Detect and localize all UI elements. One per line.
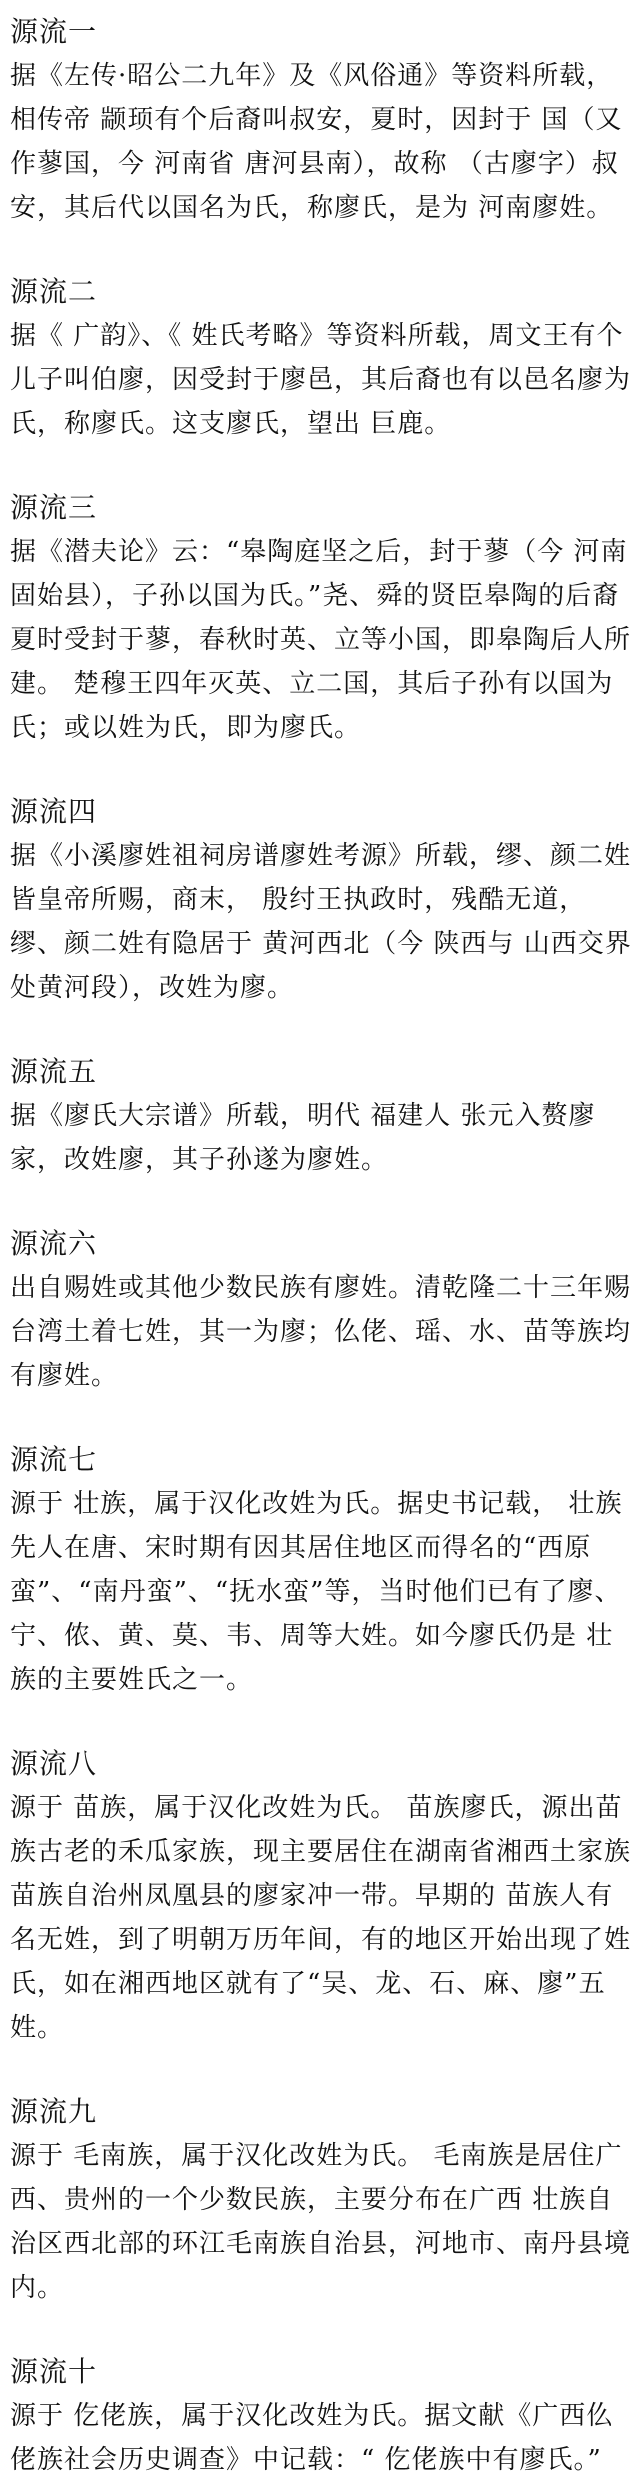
section-heading: 源流五 <box>10 1055 98 1088</box>
section-heading: 源流三 <box>10 491 98 524</box>
section-body: 据《小溪廖姓祖祠房谱廖姓考源》所载，缪、颜二姓皆皇帝所赐，商末， 殷纣王执政时，残酷无道，缪、颜二姓有隐居于 黄河西北（今 陕西与 山西交界处黄河段），改姓为廖。 <box>10 841 632 1003</box>
origin-section-9 <box>10 2090 632 2310</box>
origin-section-5 <box>10 1050 632 1182</box>
origin-section-6 <box>10 1222 640 1398</box>
section-heading: 源流七 <box>10 1443 98 1476</box>
section-heading: 源流二 <box>10 275 98 308</box>
section-heading: 源流八 <box>10 1747 98 1780</box>
origin-section-7 <box>10 1438 632 1702</box>
origin-section-1 <box>10 10 632 230</box>
section-heading: 源流六 <box>10 1227 98 1260</box>
section-heading: 源流九 <box>10 2095 98 2128</box>
origin-section-4 <box>10 790 632 1010</box>
section-body: 出自赐姓或其他少数民族有廖姓。清乾隆二十三年赐 台湾土着七姓，其一为廖；仫佬、瑶、水、苗等族均有廖姓。 <box>10 1273 640 1391</box>
section-body: 源于 壮族，属于汉化改姓为氏。据史书记载， 壮族先人在唐、宋时期有因其居住地区而得名的“西原蛮”、“南丹蛮”、“抚水蛮”等，当时他们已有了廖、宁、侬、黄、莫、韦、周等大姓。如今廖氏仍是 壮族的主要姓氏之一。 <box>10 1489 623 1695</box>
section-heading: 源流十 <box>10 2355 98 2388</box>
section-body: 据《左传·昭公二九年》及《风俗通》等资料所载，相传帝 颛顼有个后裔叫叔安，夏时，因封于 国（又作蓼国，今 河南省 唐河县南），故称 （古廖字）叔安，其后代以国名为氏，称廖氏，是为 河南廖姓。 <box>10 61 623 223</box>
section-body: 据《廖氏大宗谱》所载，明代 福建人 张元入赘廖家，改姓廖，其子孙遂为廖姓。 <box>10 1101 596 1175</box>
origin-section-3 <box>10 486 637 750</box>
section-body: 源于 苗族，属于汉化改姓为氏。 苗族廖氏，源出苗族古老的禾瓜家族，现主要居住在湖南省湘西土家族苗族自治州凤凰县的廖家冲一带。早期的 苗族人有名无姓，到了明朝万历年间，有的地区开始出现了姓氏，如在湘西地区就有了“吴、龙、石、麻、廖”五姓。 <box>10 1793 632 2043</box>
origin-section-10 <box>10 2350 632 2482</box>
section-body: 源于 毛南族，属于汉化改姓为氏。 毛南族是居住广西、贵州的一个少数民族，主要分布在广西 壮族自治区西北部的环江毛南族自治县，河地市、南丹县境内。 <box>10 2141 632 2303</box>
section-body: 据《潜夫论》云：“皋陶庭坚之后，封于蓼（今 河南 固始县），子孙以国为氏。”尧、舜的贤臣皋陶的后裔夏时受封于蓼，春秋时英、立等小国，即皋陶后人所建。 楚穆王四年灭英、立二国，其后子孙有以国为氏；或以姓为氏，即为廖氏。 <box>10 537 637 743</box>
section-body: 源于 仡佬族，属于汉化改姓为氏。据文献《广西仫佬族社会历史调查》中记载：“ 仡佬族中有廖氏。” <box>10 2401 614 2475</box>
origin-section-8 <box>10 1742 632 2050</box>
section-heading: 源流一 <box>10 15 98 48</box>
section-body: 据《 广韵》、《 姓氏考略》等资料所载，周文王有个儿子叫伯廖，因受封于廖邑，其后裔也有以邑名廖为氏，称廖氏。这支廖氏，望出 巨鹿。 <box>10 321 632 439</box>
origin-section-2 <box>10 270 632 446</box>
section-heading: 源流四 <box>10 795 98 828</box>
